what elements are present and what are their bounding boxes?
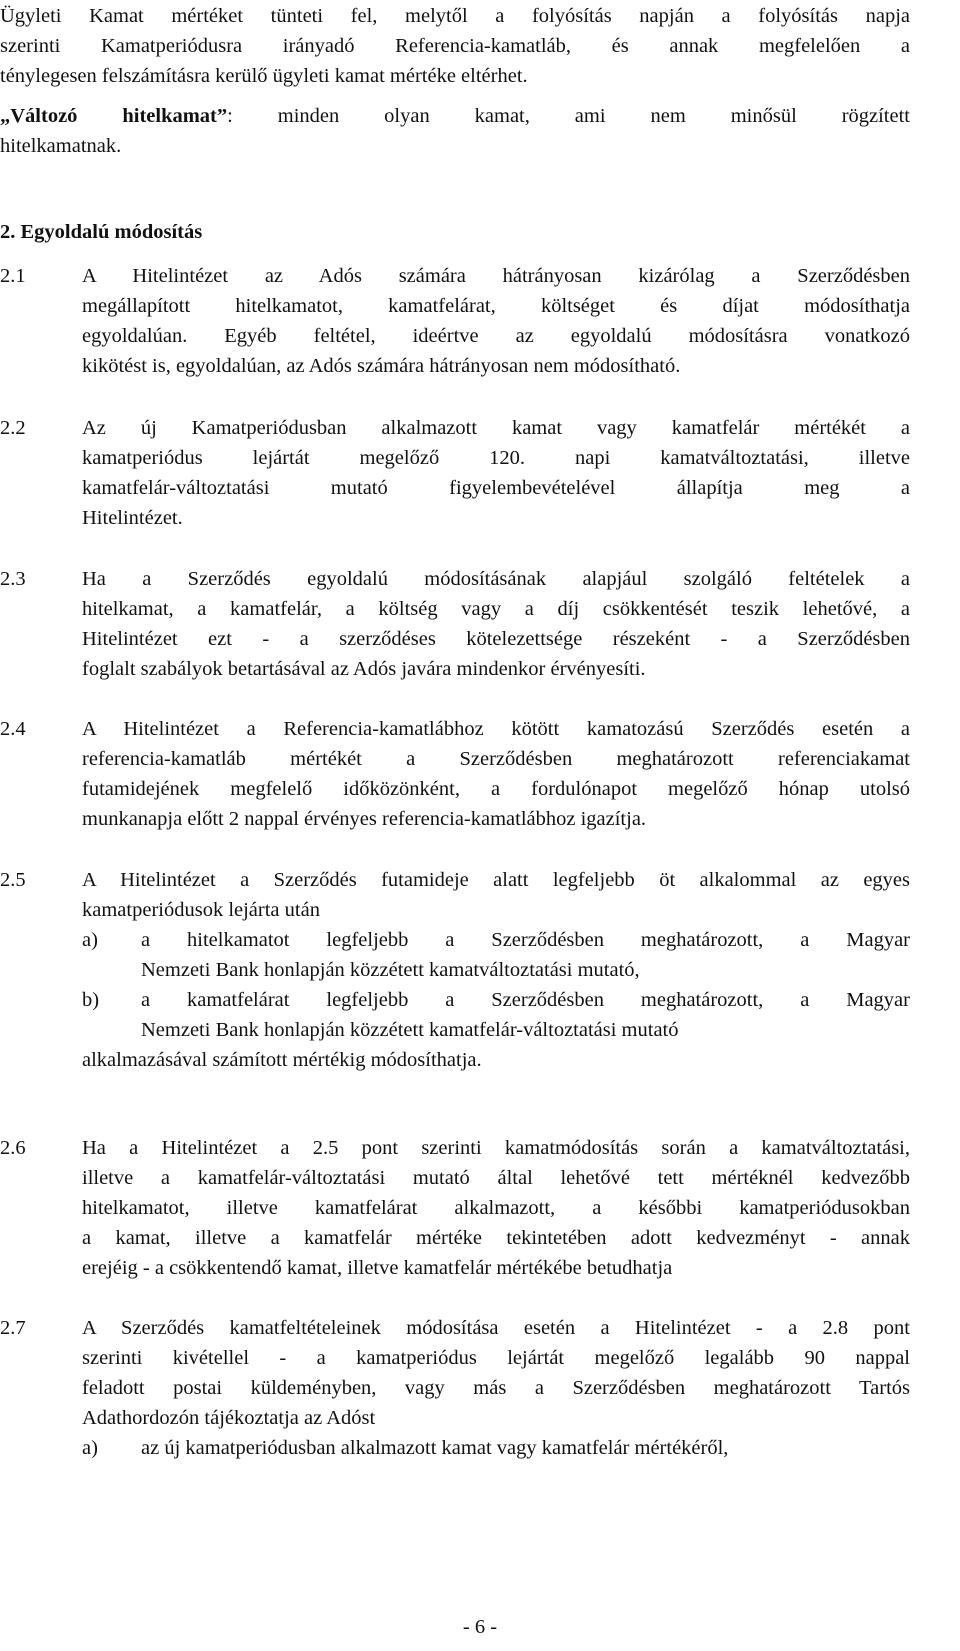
definition-term: „Változó hitelkamat”: [0, 105, 228, 127]
paragraph-number: 2.6: [0, 1137, 26, 1159]
text-line: feladott postai küldeményben, vagy más a Szerződésben meghatározott Tartós: [82, 1377, 910, 1399]
text-line: futamidejének megfelelő időközönként, a fordulónapot megelőző hónap utolsó: [82, 778, 910, 800]
list-item-text: a kamatfelárat legfeljebb a Szerződésben meghatározott, a Magyar: [141, 989, 910, 1011]
paragraph-number: 2.3: [0, 568, 26, 590]
text-line: hitelkamat, a kamatfelár, a költség vagy a díj csökkentését teszik lehetővé, a: [82, 598, 910, 620]
text-line: szerinti Kamatperiódusra irányadó Referencia-kamatláb, és annak megfelelően a: [0, 35, 910, 57]
list-item-label: a): [82, 1437, 98, 1459]
text-line: kamatperiódusok lejárta után: [82, 899, 320, 921]
list-item-text: az új kamatperiódusban alkalmazott kamat vagy kamatfelár mértékéről,: [141, 1437, 729, 1459]
text-line: egyoldalúan. Egyéb feltétel, ideértve az egyoldalú módosításra vonatkozó: [82, 325, 910, 347]
text-line: szerinti kivétellel - a kamatperiódus lejártát megelőző legalább 90 nappal: [82, 1347, 910, 1369]
text-line: foglalt szabályok betartásával az Adós javára mindenkor érvényesíti.: [82, 658, 646, 680]
text-line: hitelkamatot, illetve kamatfelárat alkalmazott, a későbbi kamatperiódusokban: [82, 1197, 910, 1219]
text-line: Hitelintézet ezt - a szerződéses kötelezettsége részeként - a Szerződésben: [82, 628, 910, 650]
definition-text: : minden olyan kamat, ami nem minősül rögzített: [227, 105, 910, 127]
paragraph-number: 2.2: [0, 417, 26, 439]
paragraph-number: 2.1: [0, 265, 26, 287]
text-line: A Hitelintézet a Referencia-kamatlábhoz kötött kamatozású Szerződés esetén a: [82, 718, 910, 740]
text-line: referencia-kamatláb mértékét a Szerződésben meghatározott referenciakamat: [82, 748, 910, 770]
list-item-text: Nemzeti Bank honlapján közzétett kamatfelár-változtatási mutató: [141, 1019, 679, 1041]
text-line: megállapított hitelkamatot, kamatfelárat, költséget és díjat módosíthatja: [82, 295, 910, 317]
list-item-text: Nemzeti Bank honlapján közzétett kamatváltoztatási mutató,: [141, 959, 640, 981]
page-number: - 6 -: [462, 1616, 498, 1638]
definition-line: [0, 101, 910, 131]
text-line: kamatfelár-változtatási mutató figyelembevételével állapítja meg a: [82, 477, 910, 499]
text-line: A Hitelintézet a Szerződés futamideje alatt legfeljebb öt alkalommal az egyes: [82, 869, 910, 891]
text-line: kikötést is, egyoldalúan, az Adós számára hátrányosan nem módosítható.: [82, 355, 681, 377]
text-line: illetve a kamatfelár-változtatási mutató által lehetővé tett mértéknél kedvezőbb: [82, 1167, 910, 1189]
text-line: hitelkamatnak.: [0, 135, 122, 157]
text-line: Ha a Szerződés egyoldalú módosításának alapjául szolgáló feltételek a: [82, 568, 910, 590]
paragraph-number: 2.4: [0, 718, 26, 740]
text-line: A Hitelintézet az Adós számára hátrányosan kizárólag a Szerződésben: [82, 265, 910, 287]
text-line: Ügyleti Kamat mértéket tünteti fel, melytől a folyósítás napján a folyósítás napja: [0, 5, 910, 27]
section-heading: 2. Egyoldalú módosítás: [0, 221, 203, 243]
text-line: erejéig - a csökkentendő kamat, illetve kamatfelár mértékébe betudhatja: [82, 1257, 673, 1279]
text-line: alkalmazásával számított mértékig módosíthatja.: [82, 1049, 482, 1071]
text-line: Az új Kamatperiódusban alkalmazott kamat vagy kamatfelár mértékét a: [82, 417, 910, 439]
text-line: Adathordozón tájékoztatja az Adóst: [82, 1407, 376, 1429]
text-line: Ha a Hitelintézet a 2.5 pont szerinti kamatmódosítás során a kamatváltoztatási,: [82, 1137, 910, 1159]
list-item-text: a hitelkamatot legfeljebb a Szerződésben meghatározott, a Magyar: [141, 929, 910, 951]
text-line: a kamat, illetve a kamatfelár mértéke tekintetében adott kedvezményt - annak: [82, 1227, 910, 1249]
text-line: munkanapja előtt 2 nappal érvényes referencia-kamatlábhoz igazítja.: [82, 808, 647, 830]
text-line: kamatperiódus lejártát megelőző 120. napi kamatváltoztatási, illetve: [82, 447, 910, 469]
list-item-label: a): [82, 929, 98, 951]
list-item-label: b): [82, 989, 100, 1011]
text-line: ténylegesen felszámításra kerülő ügyleti kamat mértéke eltérhet.: [0, 65, 528, 87]
paragraph-number: 2.7: [0, 1317, 26, 1339]
text-line: Hitelintézet.: [82, 507, 183, 529]
text-line: A Szerződés kamatfeltételeinek módosítása esetén a Hitelintézet - a 2.8 pont: [82, 1317, 910, 1339]
paragraph-number: 2.5: [0, 869, 26, 891]
